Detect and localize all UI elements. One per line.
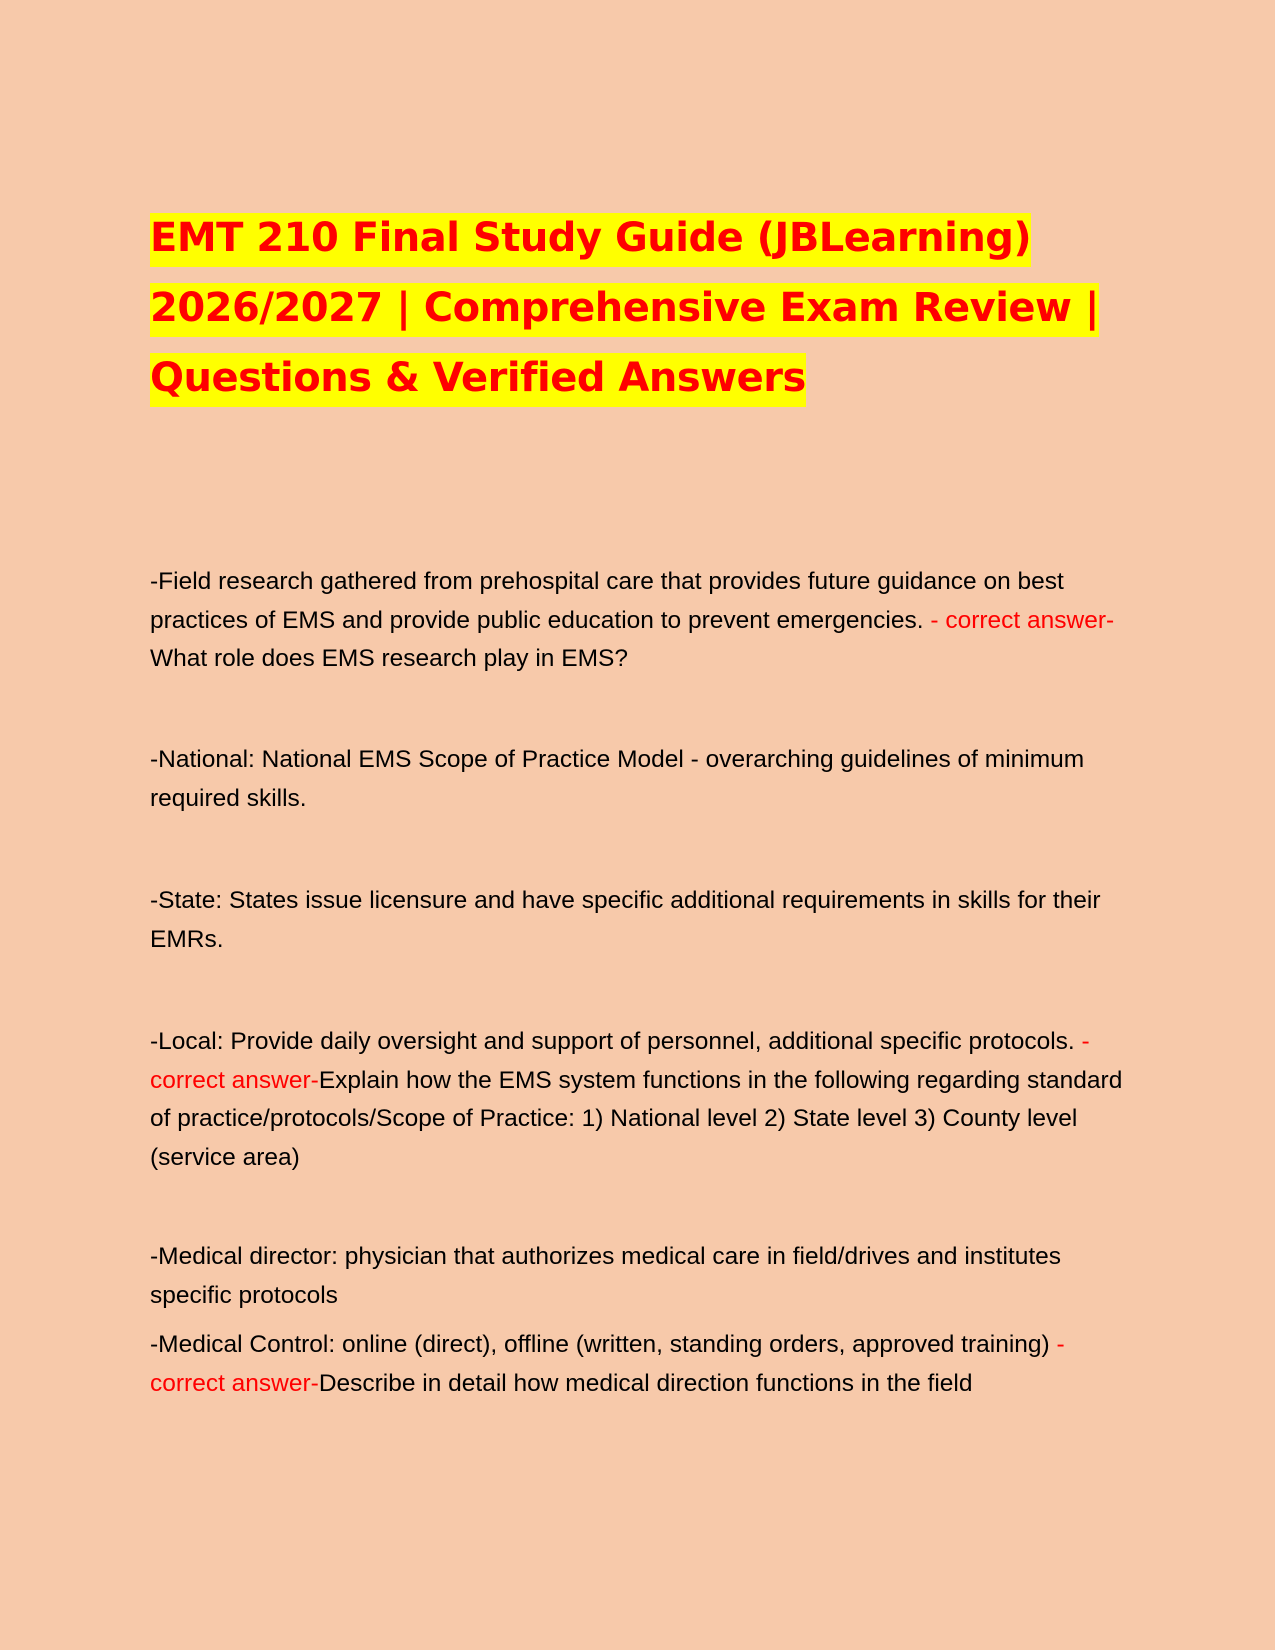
qa-entry-medical-director [150,1238,1140,1315]
document-page [150,0,1140,1650]
answer-text: -Local: Provide daily oversight and support of personnel, additional specific protocols. [150,1028,1075,1055]
qa-entry-research [150,563,1140,679]
question-text: What role does EMS research play in EMS? [150,645,628,672]
answer-text: -Medical director: physician that authorizes medical care in field/drives and institutes specific protocols [150,1243,1062,1309]
question-text: Describe in detail how medical direction functions in the field [318,1369,973,1397]
question-text: Explain how the EMS system functions in the following regarding standard of practice/protocols/Scope of Practice: 1) National level 2) State level 3) County level (service area) [150,1066,1123,1171]
answer-text: -National: National EMS Scope of Practice Model - overarching guidelines of minimum required skills. [150,746,1085,812]
qa-entry-state [150,882,1140,959]
qa-entry-national [150,741,1140,818]
document-title [150,203,1135,413]
correct-answer-separator: - correct answer- [150,1331,1065,1397]
correct-answer-separator: - correct answer- [150,1028,1090,1094]
title-highlight: EMT 210 Final Study Guide (JBLearning) 2026/2027 | Comprehensive Exam Review | Questions & Verified Answers [150,213,1099,407]
answer-text: -Field research gathered from prehospital care that provides future guidance on best practices of EMS and provide public education to prevent emergencies. [150,568,1064,634]
answer-text: -Medical Control: online (direct), offline (written, standing orders, approved training) [150,1331,1050,1358]
qa-entry-local [150,1023,1140,1177]
qa-entry-medical-control [150,1326,1140,1403]
answer-text: -State: States issue licensure and have specific additional requirements in skills for their EMRs. [150,887,1101,953]
correct-answer-separator: - correct answer- [923,606,1115,634]
